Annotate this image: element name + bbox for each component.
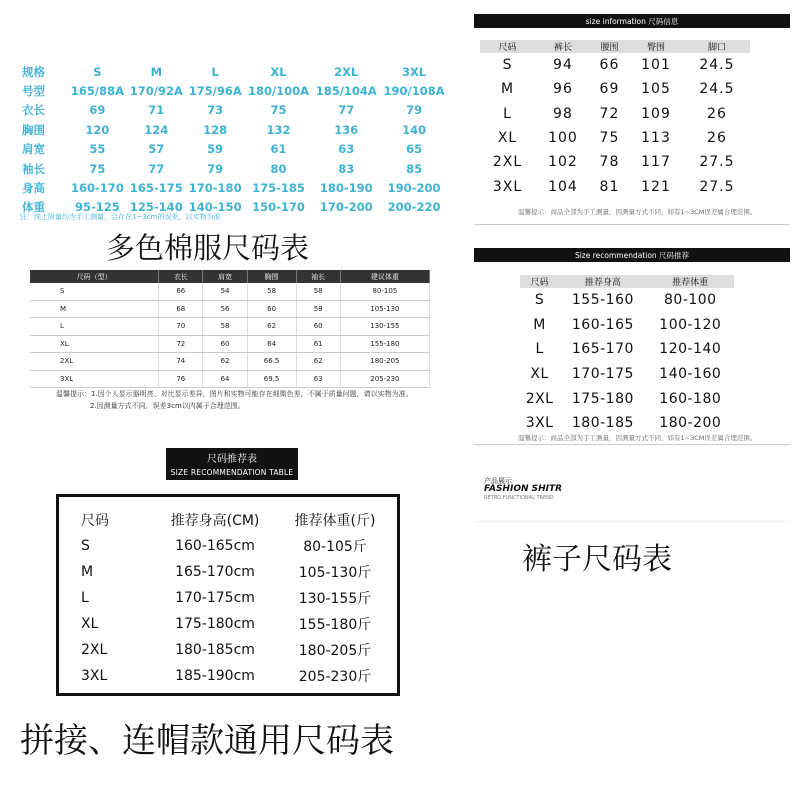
table-cell: 165-175 [129,181,183,196]
table-cell: 68 [159,300,203,318]
table-cell: 62 [203,353,247,371]
column-header: 推荐体重 [647,275,734,288]
table-cell: 65 [406,142,423,157]
table-cell: 3XL [401,64,427,79]
table-cell: S [93,64,102,79]
cotton-size-table [8,62,448,217]
table-row [73,663,385,689]
table-cell: 125-140 [129,200,183,215]
table-row [520,313,734,338]
size-rec-banner-text: Size recommendation 尺码推荐 [574,251,690,260]
table-cell: 57 [148,142,165,157]
table-cell: 95-125 [75,200,120,215]
recommend-box [56,494,400,696]
table-row [520,362,734,387]
table-cell: 75 [270,103,287,118]
table-cell: 27.5 [699,178,735,195]
table-cell: S [81,538,90,554]
header-row [73,507,385,533]
table-cell: 124 [144,122,169,137]
column-header: 推荐体重(斤) [294,513,376,529]
table-cell: 132 [266,122,291,137]
table-cell: 69 [89,103,106,118]
table-cell: 113 [641,130,671,147]
measurement-note-1: 温馨提示：1.因个人显示器明亮、对比显示差异，图片和实物可能存在细微色差，不属于质量问题，请以实物为准。 [56,390,413,398]
table-cell: 150-170 [252,200,305,215]
column-header: 胸围 [247,270,296,283]
table-cell: 61 [296,335,340,353]
size-info-note: 温馨提示：商品全部为手工测量，因测量方式不同，如有1~3CM误差属合理范围。 [518,208,757,216]
table-cell: 155-180 [340,335,429,353]
table-cell: 180-205斤 [298,643,372,659]
table-row [8,178,448,197]
table-cell: 3XL [30,370,159,388]
table-cell: 60 [296,318,340,336]
table-cell: 58 [296,283,340,300]
table-cell: 170-180 [188,181,242,196]
table-cell: 160-180 [659,390,722,407]
table-cell: M [81,564,94,580]
table-cell: 130-155斤 [298,591,372,607]
size-rec-table [520,275,734,436]
table-cell: 117 [641,154,671,171]
table-cell: 79 [207,161,224,176]
table-cell: 80 [270,161,287,176]
table-cell: 80-105斤 [303,539,367,555]
fashion-label-cn: 产品展示 [484,477,512,485]
table-row [480,150,750,174]
table-cell: 70 [159,318,203,336]
table-cell: M [533,316,546,333]
table-cell: 3XL [525,415,554,432]
table-cell: 165/88A [70,84,124,99]
table-cell: 136 [334,122,359,137]
size-info-panel [474,30,790,224]
table-cell: 27.5 [699,154,735,171]
table-cell: 98 [553,105,573,122]
column-header: 推荐身高(CM) [170,513,260,529]
table-cell: L [503,105,512,122]
table-cell: 100-120 [659,316,722,333]
row-label: 身高 [22,181,45,196]
table-cell: 73 [207,103,224,118]
table-cell: 58 [247,283,296,300]
row-label: 袖长 [22,161,45,176]
table-row [30,318,430,336]
table-cell: 56 [203,300,247,318]
table-cell: 180-185cm [175,642,255,658]
recommend-table [73,507,385,689]
table-cell: 180-190 [319,181,373,196]
table-cell: 69 [599,81,620,98]
table-cell: XL [30,335,159,353]
table-cell: 66 [599,57,620,74]
table-row [73,585,385,611]
table-cell: 170/92A [129,84,183,99]
table-row [520,386,734,411]
table-cell: 205-230斤 [298,669,372,685]
table-cell: 2XL [30,353,159,371]
table-cell: 74 [159,353,203,371]
table-cell: 101 [641,57,671,74]
column-header: 尺码 [480,40,535,53]
table-row [520,411,734,436]
table-cell: 160-165 [571,316,634,333]
table-cell: 69.5 [247,370,296,388]
table-cell: S [502,57,513,74]
table-cell: 94 [553,57,573,74]
table-cell: 175-180 [571,390,634,407]
table-cell: 185-190cm [175,668,255,684]
table-row [480,53,750,77]
table-cell: 175/96A [188,84,242,99]
table-cell: M [150,64,163,79]
size-info-banner-text: size information 尺码信息 [585,17,679,26]
table-row [480,102,750,126]
table-row [30,370,430,388]
table-cell: 60 [203,335,247,353]
table-cell: 140 [402,122,427,137]
table-cell: L [535,341,544,358]
table-cell: 71 [148,103,165,118]
table-row [73,559,385,585]
table-cell: 78 [599,154,620,171]
table-cell: 75 [599,130,620,147]
table-cell: 24.5 [699,57,735,74]
measurement-table [30,270,430,388]
table-cell: 185/104A [315,84,377,99]
column-header: 尺码 [520,275,559,288]
table-cell: XL [81,616,99,632]
column-header: 腰围 [591,40,628,53]
table-cell: 180-205 [340,353,429,371]
fashion-label-sub: RETRO FUNCTIONAL TREND [484,495,554,501]
table-cell: 77 [148,161,165,176]
size-info-table [480,40,750,199]
recommend-header [166,448,298,480]
table-cell: 63 [296,370,340,388]
table-cell: 190-200 [387,181,441,196]
table-cell: XL [497,130,518,147]
table-cell: 165-170 [571,341,634,358]
size-rec-note: 温馨提示：商品全部为手工测量，因测量方式不同，如有1~3CM误差属合理范围。 [518,434,757,442]
table-cell: L [30,318,159,336]
table-cell: 180/100A [247,84,310,99]
table-cell: 140-150 [188,200,242,215]
column-header: 臀围 [628,40,684,53]
table-cell: 2XL [334,64,359,79]
divider [474,224,790,225]
cotton-note: 注：纯上附量均为手工测量，会存在1~3cm的误差，以实物为准 [20,213,221,221]
column-header: 建议体重 [340,270,429,283]
row-label: 体重 [22,200,45,215]
table-cell: 130-155 [340,318,429,336]
table-row [8,120,448,139]
table-cell: 62 [296,353,340,371]
table-row [73,637,385,663]
table-cell: S [30,283,159,300]
pants-title: 裤子尺码表 [522,542,672,577]
table-cell: 105-130 [340,300,429,318]
table-cell: 85 [406,161,423,176]
table-row [8,62,448,81]
table-cell: 77 [338,103,355,118]
table-cell: 205-230 [340,370,429,388]
row-label: 肩宽 [22,142,45,157]
row-label: 胸围 [22,122,45,137]
column-header: 脚口 [684,40,750,53]
table-cell: 3XL [81,668,108,684]
column-header: 肩宽 [203,270,247,283]
table-cell: 2XL [492,154,523,171]
table-cell: 66.5 [247,353,296,371]
table-row [520,288,734,313]
table-cell: 72 [159,335,203,353]
table-cell: 102 [548,154,578,171]
table-cell: 120-140 [659,341,722,358]
table-row [480,126,750,150]
table-cell: 175-180cm [175,616,255,632]
table-cell: 66 [159,283,203,300]
table-cell: 59 [207,142,224,157]
table-cell: 140-160 [659,366,722,383]
cotton-title: 多色棉服尺码表 [106,231,310,265]
table-cell: 180-200 [659,415,722,432]
table-cell: L [211,64,219,79]
table-cell: 128 [203,122,228,137]
table-cell: 81 [599,178,620,195]
table-cell: 190/108A [383,84,445,99]
table-cell: 155-160 [571,292,634,309]
table-cell: 120 [85,122,110,137]
table-cell: 55 [89,142,106,157]
size-info-banner [474,14,790,28]
row-label: 规格 [22,64,45,79]
table-cell: 170-175 [571,366,634,383]
hoodie-title: 拼接、连帽款通用尺码表 [20,721,394,761]
table-cell: 26 [707,105,727,122]
table-row [73,611,385,637]
table-cell: 3XL [492,178,523,195]
divider [474,444,790,445]
table-cell: 104 [548,178,578,195]
table-cell: 170-200 [319,200,373,215]
table-cell: 200-220 [387,200,441,215]
table-cell: 180-185 [571,415,634,432]
column-header: 裤长 [535,40,591,53]
column-header: 衣长 [159,270,203,283]
table-cell: 2XL [525,390,554,407]
row-label: 号型 [22,84,45,99]
table-cell: XL [530,366,549,383]
table-row [73,533,385,559]
divider [474,521,790,522]
table-row [30,353,430,371]
table-cell: 2XL [81,642,108,658]
row-label: 衣长 [22,103,45,118]
column-header: 尺码（型） [30,270,159,283]
table-row [520,337,734,362]
table-row [30,283,430,300]
column-header: 推荐身高 [559,275,646,288]
table-cell: 62 [247,318,296,336]
table-cell: 26 [707,130,727,147]
measurement-note-2: 2.因测量方式不同，误差3cm以内属于合理范围。 [90,402,245,410]
table-row [8,81,448,100]
table-cell: 96 [553,81,573,98]
fashion-label-en: FASHION SHITR [484,484,563,494]
table-cell: 83 [338,161,355,176]
table-cell: M [30,300,159,318]
table-cell: 54 [203,283,247,300]
table-row [30,300,430,318]
table-cell: 76 [159,370,203,388]
table-cell: 105-130斤 [298,565,372,581]
table-cell: XL [270,64,287,79]
table-cell: 160-165cm [175,538,255,554]
table-cell: 64 [247,335,296,353]
table-cell: 80-105 [340,283,429,300]
table-cell: 109 [641,105,671,122]
table-cell: 80-100 [664,292,717,309]
table-cell: 75 [89,161,106,176]
table-cell: 79 [406,103,423,118]
table-cell: L [81,590,89,606]
table-cell: 155-180斤 [298,617,372,633]
table-cell: 64 [203,370,247,388]
table-cell: 61 [270,142,287,157]
table-cell: 60 [247,300,296,318]
size-rec-banner [474,248,790,262]
recommend-title-en: SIZE RECOMMENDATION TABLE [170,468,294,477]
recommend-title-cn: 尺码推荐表 [207,454,257,465]
table-cell: 165-170cm [175,564,255,580]
table-cell: 58 [203,318,247,336]
table-row [8,159,448,178]
table-cell: 105 [641,81,671,98]
table-cell: 121 [641,178,671,195]
table-row [8,140,448,159]
table-cell: 63 [338,142,355,157]
column-header: 袖长 [296,270,340,283]
column-header: 尺码 [81,513,109,529]
table-cell: M [500,81,515,98]
table-cell: 59 [296,300,340,318]
table-cell: 24.5 [699,81,735,98]
table-row [480,77,750,101]
table-cell: 100 [548,130,578,147]
table-cell: 72 [599,105,620,122]
table-cell: 175-185 [252,181,305,196]
table-row [8,101,448,120]
table-cell: S [534,292,545,309]
table-cell: 170-175cm [175,590,255,606]
table-row [30,335,430,353]
table-cell: 160-170 [71,181,124,196]
table-row [480,174,750,198]
